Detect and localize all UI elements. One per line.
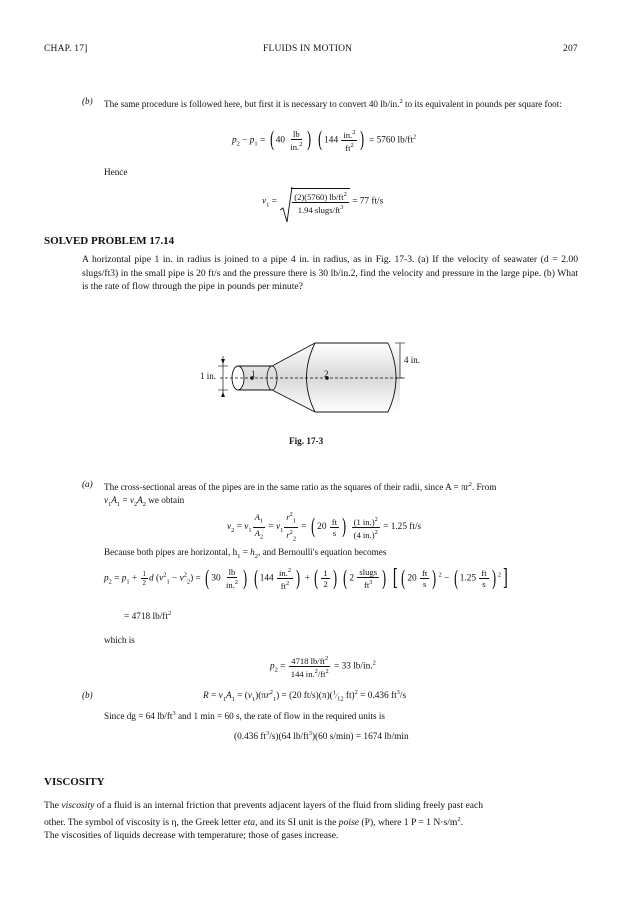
equation-p2-converted: $p_2$ = $\frac{4718 lb/ft^2}{144 in.^2/ft^2}$ = 33 lb/in.$^2$ — [270, 655, 376, 679]
which-is-text: which is — [104, 635, 135, 645]
page-number: 207 — [563, 44, 578, 54]
equation-p2: $p_2 = p_1$ + $\frac{1}{2}$ d $(v^2_1 - v^2_2)$ = ( 30 $\frac{lb}{in.^2}$ ) ( 144 $\frac{in.^2}{ft^2}$ ) + ( $\frac{1}{2}$ ) ( 2 $\frac{\text{slugs}}{ft^3}$ ) [ ( 20 $\frac{ft}{s}$ ) $^2$ − ( 1.25 $\frac{ft}{s}$ ) $^2$] — [104, 566, 508, 591]
part-a-text: The cross-sectional areas of the pipes are in the same ratio as the squares of their radii, since $A = \pi r^2$. From $v_1A_1 = v_2A_2$ we obtain — [104, 481, 497, 508]
viscosity-paragraph: The viscosity of a fluid is an internal friction that prevents adjacent layers of the fluid from sliding freely past each other. The symbol of viscosity is η, the Greek letter eta, and its SI unit is the poise (P), where 1 P = 1 $N\cdot s/m^2$. The viscosities of liquids decrease with temperature; those of gases increase. — [44, 800, 484, 842]
viscosity-heading: VISCOSITY — [44, 776, 105, 788]
pipe-shading — [238, 343, 400, 412]
part-b-label: (b) — [82, 690, 93, 700]
equation-v2: $v_2 = v_1$ $\frac{A_1}{A_2}$ = $v_1$ $\frac{r^2_1}{r^2_2}$ = ( 20 $\frac{ft}{s}$ ) $\frac{(1 in.)^2}{(4 in.)^2}$ = 1.25 ft/s — [227, 511, 422, 543]
hence-text: Hence — [104, 167, 128, 177]
part-a-label: (a) — [82, 479, 93, 489]
p2-result: = 4718 $lb/ft^2$ — [124, 610, 172, 623]
since-text: Since dg = 64 $lb/ft^3$ and 1 min = 60 s, the rate of flow in the required units is — [104, 710, 385, 722]
problem-statement: A horizontal pipe 1 in. in radius is joined to a pipe 4 in. in radius, as in Fig. 17-3. (a) If the velocity of seawater (d = 2.00 slugs/ft3) in the small pipe is 20 ft/s and the pressure there is 30 lb/in.2, find the velocity and pressure in the large pipe. (b) What is the rate of flow through the pipe in pounds per minute? — [82, 254, 578, 292]
figure-caption: Fig. 17-3 — [289, 436, 324, 446]
pipe-figure — [190, 340, 430, 430]
running-title: FLUIDS IN MOTION — [263, 44, 353, 54]
label-point-2: 2 — [324, 369, 329, 379]
part-label: (b) — [82, 96, 93, 106]
label-small-radius: 1 in. — [200, 371, 217, 381]
part-b-text: The same procedure is followed here, but first it is necessary to convert 40 lb/in.$^2$ to its equivalent in pounds per square foot: — [104, 98, 562, 110]
label-point-1: 1 — [251, 369, 256, 379]
chapter-label: CHAP. 17] — [44, 44, 88, 54]
equation-pressure-difference: $p_2 - p_1$ = ( 40 $\frac{lb}{in.^2}$ ) ( 144 $\frac{in.^2}{ft^2}$ ) = 5760 $lb/ft^2$ — [232, 128, 417, 153]
problem-heading: SOLVED PROBLEM 17.14 — [44, 235, 175, 247]
equation-final-rate: (0.436 $ft^3/s)(64$ $lb/ft^3)(60$ s/min) = 1674 lb/min — [234, 730, 409, 743]
equation-flow-rate: $R = v_1A_1 = (v_1)(\pi r^2_1) = (20$ $ft/s)(\pi)(^1⁄_{12}$ ft)$^2$ = 0.436 $ft^3/s$ — [203, 689, 407, 703]
because-text: Because both pipes are horizontal, $h_1 = h_2$, and Bernoulli's equation becomes — [104, 547, 387, 560]
label-large-radius: 4 in. — [404, 355, 421, 365]
equation-v1: $v_1$ = $\frac{(2)(5760) lb/ft^2}{1.94 slugs/ft^3}$ = 77 ft/s — [262, 188, 383, 215]
